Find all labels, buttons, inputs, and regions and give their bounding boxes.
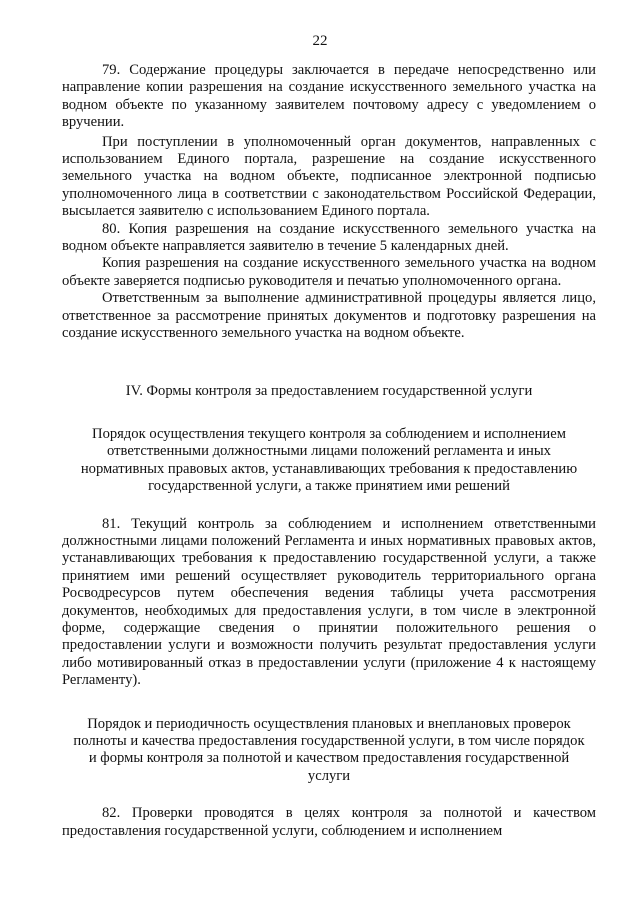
paragraph-80: 80. Копия разрешения на создание искусственного земельного участка на водном объекте направляется заявителю в течение 5 календарных дней.	[62, 220, 596, 255]
paragraph-80-responsible: Ответственным за выполнение административной процедуры является лицо, ответственное за рассмотрение принятых документов и подготовку разрешения на создание искусственного земельного участка на водном объекте.	[62, 290, 596, 342]
paragraph-79-portal: При поступлении в уполномоченный орган документов, направленных с использованием Единого портала, разрешение на создание искусственного земельного участка на водном объекте, подписанное электронной подписью уполномоченного лица в соответствии с законодательством Российской Федерации, высылается заявителю с использованием Единого портала.	[62, 133, 596, 220]
paragraph-79: 79. Содержание процедуры заключается в передаче непосредственно или направление копии разрешения на создание искусственного земельного участка на водном объекте по указанному заявителем почтовому адресу с уведомлением о вручении.	[62, 62, 596, 131]
paragraph-82: 82. Проверки проводятся в целях контроля за полнотой и качеством предоставления государственной услуги, соблюдением и исполнением	[62, 805, 596, 839]
paragraph-80-copy: Копия разрешения на создание искусственного земельного участка на водном объекте заверяется подписью руководителя и печатью уполномоченного органа.	[62, 255, 596, 289]
section-heading-iv: IV. Формы контроля за предоставлением государственной услуги	[125, 382, 533, 399]
page-number: 22	[312, 33, 328, 49]
paragraph-81: 81. Текущий контроль за соблюдением и исполнением ответственными должностными лицами положений Регламента и иных нормативных правовых актов, устанавливающих требования к предоставлению государственной услуги, а также принятием ими решений осуществляет руководитель территориального органа Росводресурсов путем обеспечения ведения таблицы учета рассмотрения документов, необходимых для предоставления услуги, в том числе в электронной форме, содержащие сведения о принятии положительного решения о предоставлении услуги и возможности получить результат предоставления услуги либо мотивированный отказ в предоставлении услуги (приложение 4 к настоящему Регламенту).	[62, 515, 596, 689]
page-content	[62, 62, 596, 840]
subheading-current-control: Порядок осуществления текущего контроля за соблюдением и исполнением ответственными должностными лицами положений регламента и иных нормативных правовых актов, устанавливающих требования к предоставлению государственной услуги, а также принятием ими решений	[80, 425, 578, 495]
subheading-periodicity: Порядок и периодичность осуществления плановых и внеплановых проверок полноты и качества предоставления государственной услуги, в том числе порядок и формы контроля за полнотой и качеством предоставления государственной услуги	[73, 715, 585, 784]
